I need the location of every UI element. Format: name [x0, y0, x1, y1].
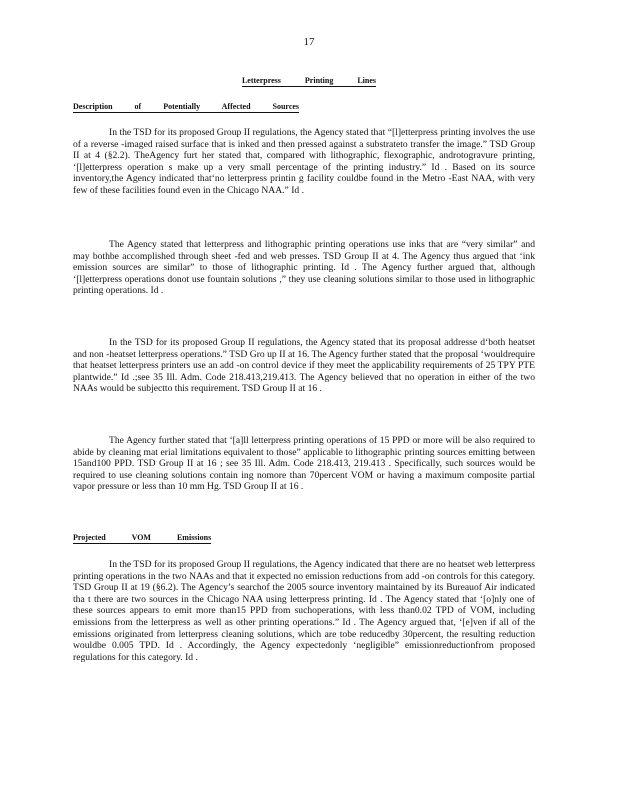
subheading-projected-text: Projected VOM Emissions [73, 533, 212, 542]
paragraph-2: The Agency stated that letterpress and lithographic printing operations use inks that are “very similar” and may bothbe accomplished through sheet -fed and web presses. TSD Group II at 4. The Agency thus argued that ‘ink emission sources are similar” to those of lithographic printing. Id . The Agency further argued that, although ‘[l]etterpress operations donot use fountain solutions ,” they use cleaning solutions similar to those used in lithographic printing operations. Id . [73, 239, 535, 297]
subheading-description [73, 102, 299, 113]
paragraph-1: In the TSD for its proposed Group II regulations, the Agency stated that “[l]etterpress printing involves the use of a reverse -imaged raised surface that is inked and then pressed against a substrateto transfer the image.” TSD Group II at 4 (§2.2). TheAgency furt her stated that, compared with lithographic, flexographic, androtogravure printing, ‘[l]etterpress operation s make up a very small percentage of the printing industry.” Id . Based on its source inventory,the Agency indicated that‘no letterpress printin g facility couldbe found in the Metro -East NAA, with very few of these facilities found even in the Chicago NAA.” Id . [73, 127, 535, 196]
section-heading [0, 76, 618, 87]
paragraph-4: The Agency further stated that ‘[a]ll letterpress printing operations of 15 PPD or more will be also required to abide by cleaning mat erial limitations equivalent to those” applicable to lithographic printing sources emitting between 15and100 PPD. TSD Group II at 16 ; see 35 Ill. Adm. Code 218.413, 219.413 . Specifically, such sources would be required to use cleaning solutions contain ing nomore than 70percent VOM or having a maximum composite partial vapor pressure or less than 10 mm Hg. TSD Group II at 16 . [73, 435, 535, 493]
paragraph-5: In the TSD for its proposed Group II regulations, the Agency indicated that there are no heatset web letterpress printing operations in the two NAAs and that it expected no emission reductions from add -on controls for this category. TSD Group II at 19 (§6.2). The Agency’s searchof the 2005 source inventory maintained by its Bureauof Air indicated tha t there are two sources in the Chicago NAA using letterpress printing. Id . The Agency stated that ‘[o]nly one of these sources appears to emit more than15 PPD from suchoperations, with less than0.02 TPD of VOM, including emissions from the letterpress as well as other printing operations.” Id . The Agency argued that, ‘[e]ven if all of the emissions originated from letterpress cleaning solutions, which are tobe reducedby 30percent, the resulting reduction wouldbe 0.005 TPD. Id . Accordingly, the Agency expectedonly ‘negligible” emissionreductionfrom proposed regulations for this category. Id . [73, 559, 535, 663]
subheading-description-text: Description of Potentially Affected Sources [73, 102, 300, 111]
paragraph-3: In the TSD for its proposed Group II regulations, the Agency stated that its proposal addresse d‘both heatset and non -heatset letterpress operations.” TSD Gro up II at 16. The Agency further stated that the proposal ‘wouldrequire that heatset letterpress printers use an add -on control device if they meet the applicability requirements of 25 TPY PTE plantwide.” Id .;see 35 Ill. Adm. Code 218.413,219.413. The Agency believed that no operation in either of the two NAAs would be subjectto this requirement. TSD Group II at 16 . [73, 337, 535, 395]
subheading-projected-emissions [73, 533, 211, 544]
page-number: 17 [303, 36, 315, 48]
section-heading-text: Letterpress Printing Lines [241, 76, 377, 85]
